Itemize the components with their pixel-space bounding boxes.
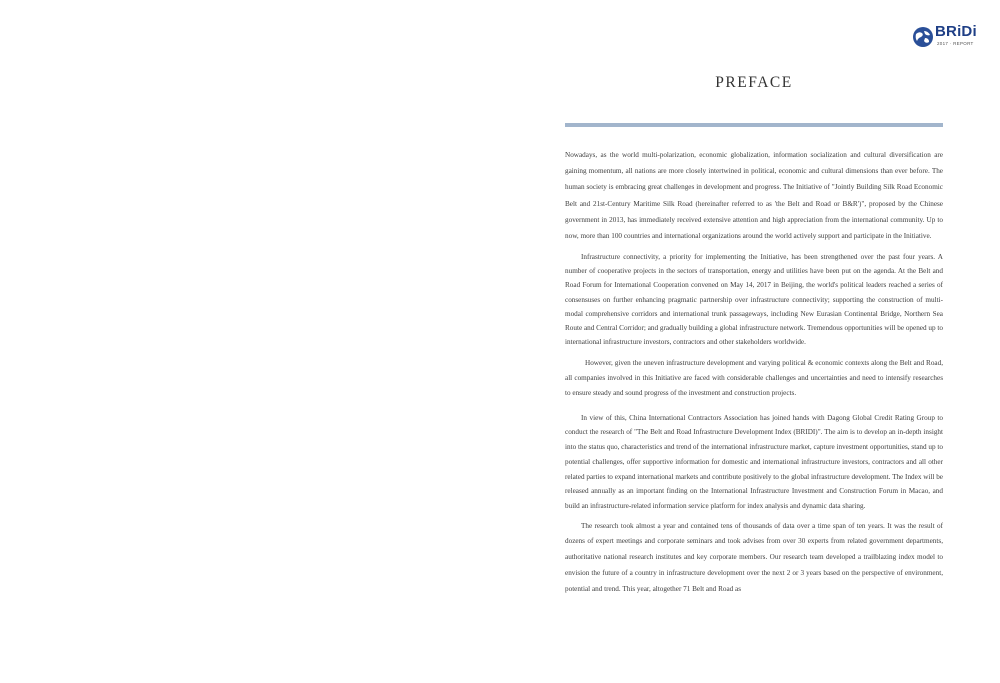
preface-body (565, 147, 943, 598)
paragraph-1: Nowadays, as the world multi-polarization, economic globalization, information socialization and cultural diversification are gaining momentum, all nations are more closely intertwined in political, economic and cultural dimensions than ever before. The human society is embracing great challenges in development and progress. The Initiative of "Jointly Building Silk Road Economic Belt and 21st-Century Maritime Silk Road (hereinafter referred to as 'the Belt and Road or B&R')", proposed by the Chinese government in 2013, has immediately received extensive attention and high appreciation from the international community. Up to now, more than 100 countries and international organizations around the world actively support and participate in the Initiative. (565, 151, 943, 241)
paragraph-4: In view of this, China International Contractors Association has joined hands with Dagong Global Credit Rating Group to conduct the research of "The Belt and Road Infrastructure Development Index (BRIDI)". The aim is to develop an in-depth insight into the status quo, characteristics and trend of the international infrastructure market, capture investment opportunities, stand up to potential challenges, offer supportive information for domestic and international infrastructure investors, contractors and all other related parties to expand international markets and contribute positively to the global infrastructure development. The Index will be released annually as an important finding on the International Infrastructure Investment and Construction Forum in Macao, and build an infrastructure-related information service platform for index analysis and dynamic data sharing. (565, 413, 943, 510)
paragraph-2: Infrastructure connectivity, a priority for implementing the Initiative, has been strengthened over the past four years. A number of cooperative projects in the sectors of transportation, energy and utilities have been put on the agenda. At the Belt and Road Forum for International Cooperation convened on May 14, 2017 in Beijing, the world's political leaders reached a series of consensuses on further enhancing pragmatic partnership over infrastructure connectivity; supporting the construction of multi-modal comprehensive corridors and international trunk passageways, including New Eurasian Continental Bridge, Northern Sea Route and Central Corridor; and gradually building a global infrastructure network. Tremendous opportunities will be opened up to international infrastructure investors, contractors and other stakeholders worldwide. (565, 253, 943, 346)
page-title: PREFACE (715, 74, 793, 91)
bridi-logo (912, 23, 977, 50)
paragraph-5: The research took almost a year and contained tens of thousands of data over a time span of ten years. It was the result of dozens of expert meetings and corporate seminars and took advises from over 30 experts from related government departments, authoritative national research institutes and key corporate members. Our research team developed a trailblazing index model to envision the future of a country in infrastructure development over the next 2 or 3 years based on the perspective of environment, potential and trend. This year, altogether 71 Belt and Road as (565, 521, 943, 593)
title-divider (565, 123, 943, 127)
logo-subtext: 2017 · REPORT (937, 41, 974, 46)
globe-icon (912, 26, 934, 48)
logo-text: BRiDi (935, 23, 977, 40)
paragraph-3: However, given the uneven infrastructure development and varying political & economic contexts along the Belt and Road, all companies involved in this Initiative are faced with considerable challenges and uncertainties and need to intensify researches to ensure steady and sound progress of the investment and construction projects. (565, 358, 943, 398)
